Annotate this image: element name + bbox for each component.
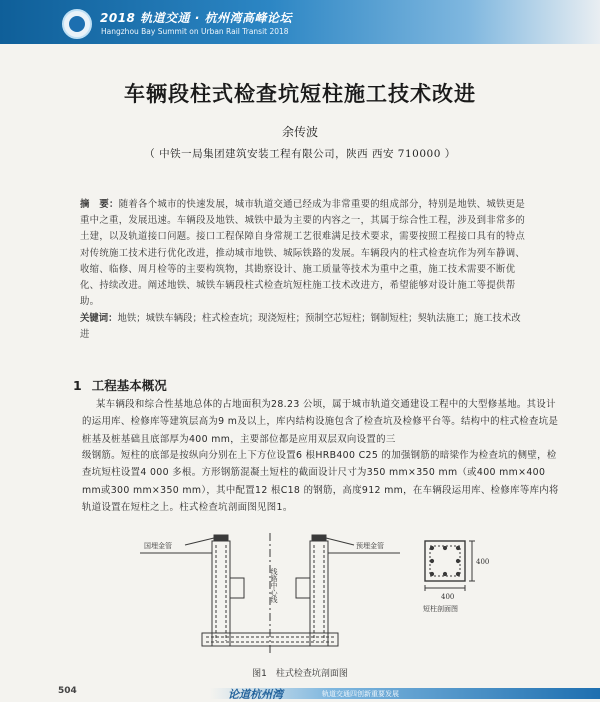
keywords-label: 关键词： <box>80 313 118 324</box>
section-heading <box>73 376 167 394</box>
label-centerline: 线路中心线 <box>270 568 278 603</box>
right-short-column <box>310 541 328 646</box>
conference-title: 2018 轨道交通 · 杭州湾高峰论坛 <box>100 11 292 25</box>
inspection-pit-section-drawing <box>140 533 520 658</box>
keywords <box>80 311 530 343</box>
section-number: 1 <box>73 378 82 393</box>
paper-title: 车辆段柱式检查坑短柱施工技术改进 <box>124 82 476 106</box>
footer-band <box>0 688 600 699</box>
body-paragraph-2: 级钢筋。短柱的底部是按纵向分别在上下方位设置6 根HRB400 C25 的加强钢筋的暗梁作为检查坑的侧壁，检查坑短柱设置4 000 多根。方形钢筋混凝土短柱的截面设计尺寸为350 mm×350 mm（或400 mm×400 mm或300 mm×350 mm），其中配置12 根C18 的钢筋，高度912 mm，在车辆段运用库、检修库等库内将轨道设置在短柱之上。柱式检查坑剖面图见图1。 <box>82 450 559 513</box>
label-right-conduit: 预埋金管 <box>356 542 384 550</box>
abstract-text: 随着各个城市的快速发展，城市轨道交通已经成为非常重要的组成部分，特别是地铁、城铁更是重中之重，发展迅速。车辆段及地铁、城铁中最为主要的内容之一，其属于综合性工程，涉及到非常多的土建，以及轨道接口问题。接口工程保障自身常规工艺很难满足技术要求，需要按照工程接口具有的特点对传统施工技术进行优化改进，推动城市地铁、城际铁路的发展。车辆段内的柱式检查坑作为列车静调、收缩、临修、周月检等的主要构筑物，其勘察设计、施工质量等技术为重中之重，施工技术需要不断优化、持续改进。阐述地铁、城铁车辆段柱式检查坑短柱施工技术改进方，希望能够对设计施工等提供帮助。 <box>80 199 526 308</box>
footer-brand: 论道杭州湾 <box>228 688 283 701</box>
section-title: 工程基本概况 <box>91 378 167 393</box>
author-affiliation: （ 中铁一局集团建筑安装工程有限公司，陕西 西安 710000 ） <box>144 148 456 160</box>
paper-author: 余传波 <box>281 125 318 139</box>
label-dimension-side: 400 <box>476 558 490 566</box>
page-number: 504 <box>58 686 77 696</box>
conference-logo-icon <box>62 9 92 39</box>
label-dimension-bottom: 400 <box>441 593 455 601</box>
label-left-conduit: 国埋金管 <box>144 542 172 550</box>
label-column-section: 短柱剖面图 <box>423 605 458 613</box>
conference-header-band <box>0 0 600 44</box>
footer-tagline: 轨道交通四创新重要发展 <box>322 690 399 698</box>
conference-subtitle: Hangzhou Bay Summit on Urban Rail Transit 2018 <box>101 27 289 36</box>
left-short-column <box>212 541 230 646</box>
abstract <box>80 197 530 310</box>
abstract-label: 摘 要： <box>80 199 119 210</box>
body-paragraph-1: 某车辆段和综合性基地总体的占地面积为28.23 公顷，属于城市轨道交通建设工程中的大型修基地。其设计的运用库、检修库等建筑层高为9 m及以上，库内结构设施包含了检查坑及检修平台等。结构中的柱式检查坑是桩基及桩基础且底部厚为400 mm，主要部位都是应用双层双向设置的三 <box>82 399 559 445</box>
keywords-text: 地铁；城铁车辆段；柱式检查坑；现浇短柱；预制空芯短柱；钢制短柱；契轨法施工；施工技术改进 <box>80 313 521 341</box>
figure-caption: 图1 柱式检查坑剖面图 <box>252 669 348 679</box>
